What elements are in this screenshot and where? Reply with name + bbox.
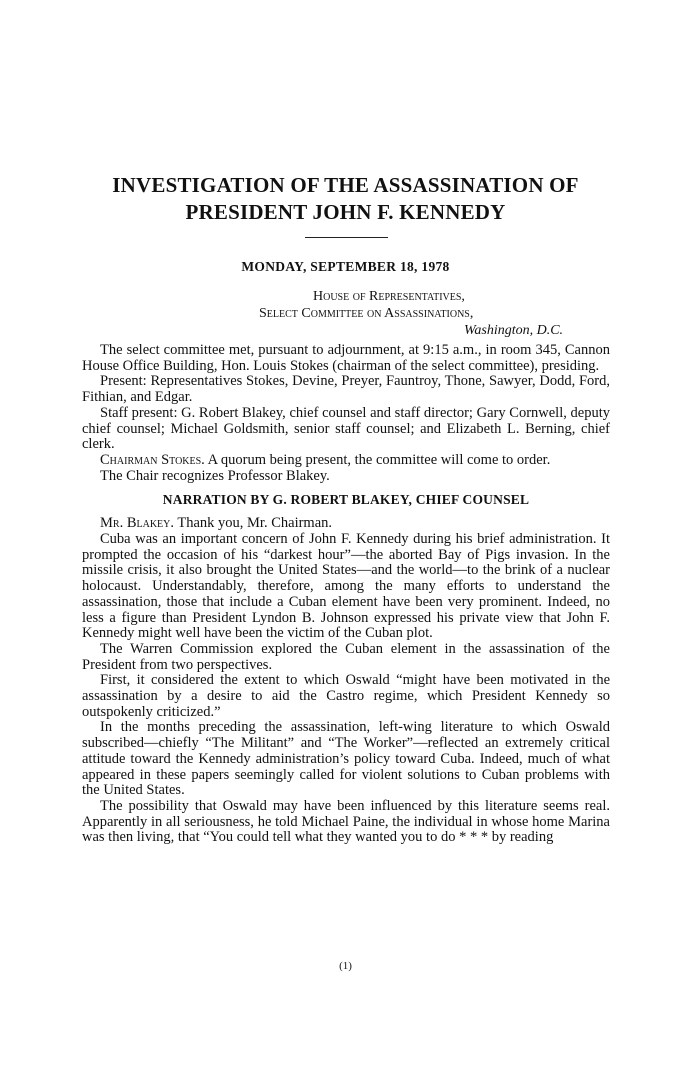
paragraph-meeting: The select committee met, pursuant to adjournment, at 9:15 a.m., in room 345, Cannon House Office Building, Hon. Louis Stokes (chairman of the select committee), presiding. bbox=[82, 342, 610, 374]
narration-paragraph-4: In the months preceding the assassination, left-wing literature to which Oswald subscribed—chiefly “The Militant” and “The Worker”—reflected an extremely critical attitude toward the Kennedy administration’s policy toward Cuba. Indeed, much of what appeared in these papers seemingly called for violent solutions to Cuban problems with the United States. bbox=[82, 719, 610, 799]
address-location: Washington, D.C. bbox=[464, 323, 564, 338]
paragraph-present: Present: Representatives Stokes, Devine, Preyer, Fauntroy, Thone, Sawyer, Dodd, Ford, Fithian, and Edgar. bbox=[82, 373, 610, 406]
narration-paragraph-5: The possibility that Oswald may have been influenced by this literature seems real. Apparently in all seriousness, he told Michael Paine, the individual in whose home Marina was then living, that “You could tell what they wanted you to do * * * by reading bbox=[82, 797, 610, 846]
address-house: House of Representatives, bbox=[313, 289, 465, 304]
blakey-remarks: Thank you, Mr. Chairman. bbox=[177, 515, 333, 532]
address-committee: Select Committee on Assassinations, bbox=[259, 306, 474, 321]
hearing-date: MONDAY, SEPTEMBER 18, 1978 bbox=[241, 259, 450, 274]
page-number: (1) bbox=[339, 960, 352, 972]
section-heading: NARRATION BY G. ROBERT BLAKEY, CHIEF COUNSEL bbox=[162, 492, 530, 508]
hearing-body bbox=[82, 343, 610, 846]
speaker-blakey: Mr. Blakey. bbox=[100, 515, 174, 532]
speaker-chairman: Chairman Stokes. bbox=[100, 451, 205, 468]
narration-paragraph-3: First, it considered the extent to which Oswald “might have been motivated in the assassination by a desire to aid the Castro regime, which President Kennedy so outspokenly criticized.” bbox=[82, 672, 610, 720]
title-divider bbox=[305, 237, 388, 238]
narration-paragraph-2: The Warren Commission explored the Cuban element in the assassination of the President from two perspectives. bbox=[82, 640, 610, 673]
paragraph-chair-recognizes: The Chair recognizes Professor Blakey. bbox=[100, 467, 330, 484]
chairman-remarks: A quorum being present, the committee will come to order. bbox=[207, 451, 551, 468]
title-line-2: PRESIDENT JOHN F. KENNEDY bbox=[185, 200, 506, 224]
paragraph-chairman bbox=[82, 453, 610, 469]
title-line-1: INVESTIGATION OF THE ASSASSINATION OF bbox=[112, 173, 579, 197]
paragraph-blakey-thanks bbox=[82, 516, 610, 532]
paragraph-staff: Staff present: G. Robert Blakey, chief counsel and staff director; Gary Cornwell, deputy chief counsel; Michael Goldsmith, senior staff counsel; and Elizabeth L. Berning, chief clerk. bbox=[82, 404, 610, 453]
narration-paragraph-1: Cuba was an important concern of John F. Kennedy during his brief administration. It prompted the occasion of his “darkest hour”—the aborted Bay of Pigs invasion. In the missile crisis, it also brought the United States—and the world—to the brink of a nuclear holocaust. Understandably, therefore, among the many efforts to understand the assassination, those that include a Cuban element have been very prominent. Indeed, no less a figure than President Lyndon B. Johnson expressed his private view that John F. Kennedy might well have been the victim of the Cuban plot. bbox=[82, 531, 610, 642]
